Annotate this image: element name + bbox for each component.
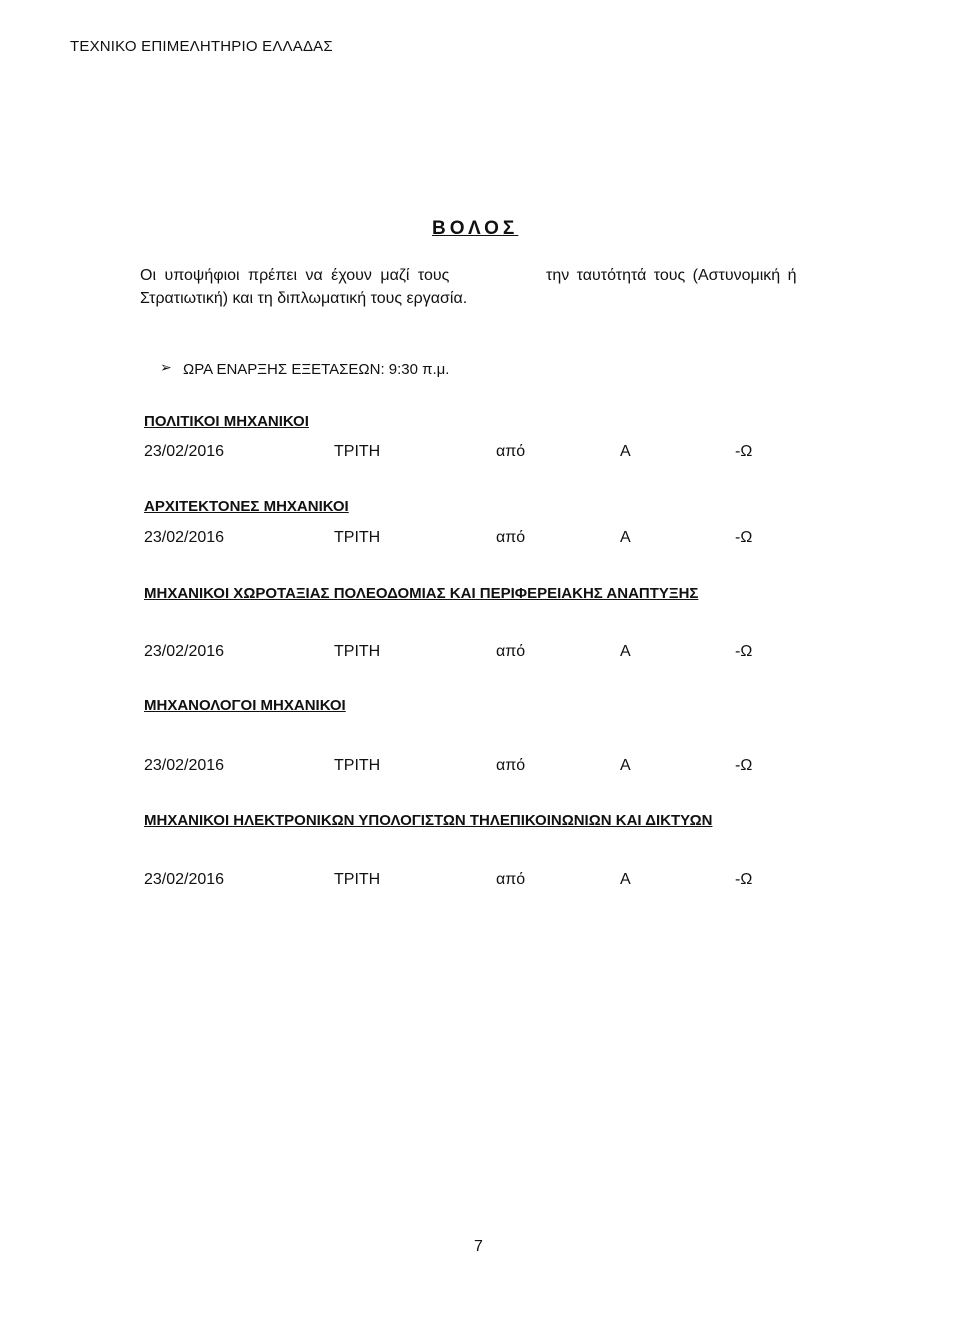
exam-day: ΤΡΙΤΗ [334, 443, 381, 460]
exam-day: ΤΡΙΤΗ [334, 871, 381, 888]
range-start-letter: Α [620, 871, 631, 888]
range-end-letter: -Ω [735, 443, 753, 460]
intro-line-2: Στρατιωτική) και τη διπλωματική τους εργασία. [140, 290, 468, 307]
range-from-label: από [496, 643, 526, 660]
range-start-letter: Α [620, 643, 631, 660]
exam-date: 23/02/2016 [144, 757, 225, 774]
city-title: ΒΟΛΟΣ [432, 218, 519, 239]
range-from-label: από [496, 529, 526, 546]
exam-date: 23/02/2016 [144, 871, 225, 888]
schedule-row-civil-engineers [144, 443, 784, 465]
section-title-urban-planning-engineers: ΜΗΧΑΝΙΚΟΙ ΧΩΡΟΤΑΞΙΑΣ ΠΟΛΕΟΔΟΜΙΑΣ ΚΑΙ ΠΕΡΙΦΕΡΕΙΑΚΗΣ ΑΝΑΠΤΥΞΗΣ [144, 585, 699, 602]
exam-day: ΤΡΙΤΗ [334, 757, 381, 774]
range-end-letter: -Ω [735, 757, 753, 774]
range-end-letter: -Ω [735, 529, 753, 546]
section-title-civil-engineers: ΠΟΛΙΤΙΚΟΙ ΜΗΧΑΝΙΚΟΙ [144, 413, 309, 430]
exam-day: ΤΡΙΤΗ [334, 643, 381, 660]
organization-header: ΤΕΧΝΙΚΟ ΕΠΙΜΕΛΗΤΗΡΙΟ ΕΛΛΑΔΑΣ [70, 38, 333, 55]
exam-date: 23/02/2016 [144, 529, 225, 546]
section-title-mechanical-engineers: ΜΗΧΑΝΟΛΟΓΟΙ ΜΗΧΑΝΙΚΟΙ [144, 697, 346, 714]
page-number: 7 [474, 1238, 483, 1255]
range-start-letter: Α [620, 529, 631, 546]
intro-line-1-left: Οι υποψήφιοι πρέπει να έχουν μαζί τους [140, 267, 450, 284]
exam-day: ΤΡΙΤΗ [334, 529, 381, 546]
range-end-letter: -Ω [735, 871, 753, 888]
exam-date: 23/02/2016 [144, 443, 225, 460]
range-from-label: από [496, 871, 526, 888]
range-from-label: από [496, 757, 526, 774]
schedule-row-architects [144, 529, 784, 551]
range-start-letter: Α [620, 757, 631, 774]
range-end-letter: -Ω [735, 643, 753, 660]
section-title-computer-telecom-engineers: ΜΗΧΑΝΙΚΟΙ ΗΛΕΚΤΡΟΝΙΚΩΝ ΥΠΟΛΟΓΙΣΤΩΝ ΤΗΛΕΠΙΚΟΙΝΩΝΙΩΝ ΚΑΙ ΔΙΚΤΥΩΝ [144, 812, 713, 829]
exam-date: 23/02/2016 [144, 643, 225, 660]
section-title-architects: ΑΡΧΙΤΕΚΤΟΝΕΣ ΜΗΧΑΝΙΚΟΙ [144, 498, 349, 515]
exam-start-time: ΩΡΑ ΕΝΑΡΞΗΣ ΕΞΕΤΑΣΕΩΝ: 9:30 π.μ. [183, 361, 450, 378]
intro-line-1-right: την ταυτότητά τους (Αστυνομική ή [546, 267, 797, 284]
arrow-bullet-icon: ➢ [160, 359, 172, 375]
schedule-row-computer-telecom-engineers [144, 871, 784, 893]
range-from-label: από [496, 443, 526, 460]
range-start-letter: Α [620, 443, 631, 460]
schedule-row-urban-planning-engineers [144, 643, 784, 665]
schedule-row-mechanical-engineers [144, 757, 784, 779]
